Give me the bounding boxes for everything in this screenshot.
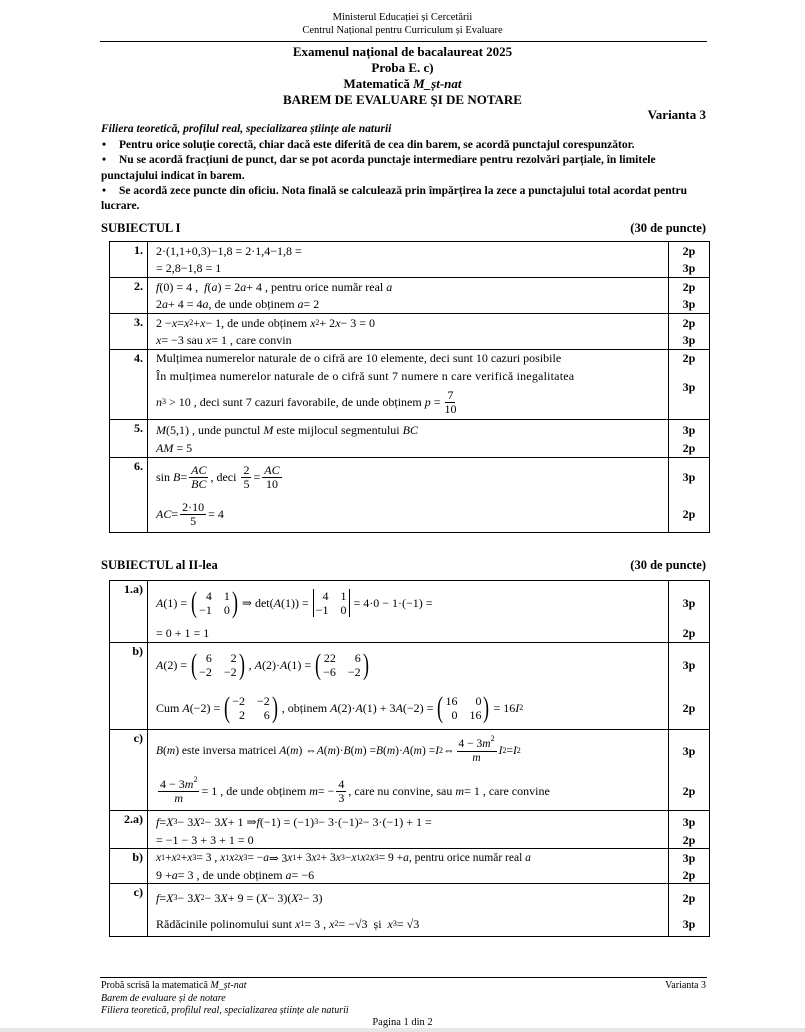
points-cell: 3p 2p <box>669 730 710 811</box>
footer-rule <box>100 977 707 978</box>
section2-title: SUBIECTUL al II-lea <box>101 558 218 572</box>
item-number: 2.a) <box>110 811 148 849</box>
table-row <box>110 420 710 458</box>
ministry-name: Ministerul Educației și Cercetării <box>332 12 473 23</box>
subject-prefix: Matematică <box>343 76 414 91</box>
points-cell: 2p 3p <box>669 884 710 937</box>
item-number: 4. <box>110 350 148 420</box>
instructions-list <box>101 138 707 214</box>
points-cell: 3p 2p <box>669 420 710 458</box>
doc-title: BAREM DE EVALUARE ȘI DE NOTARE <box>283 92 522 107</box>
center-name: Centrul Național pentru Curriculum și Evaluare <box>302 25 503 36</box>
solution-cell: B ( m ) este inversa matricei A ( m ) ⇔ A ( m )· B ( m ) = B ( m )· A ( m ) = I 2 ⇔ $\frac{4 - 3m^2}{m}$ I 2 = I 2 $\frac{4 - 3m^2}{m}$ = 1 , de unde obținem m = − $\frac{4}{3}$ , care nu convine, sau m = 1 , care convine <box>148 730 669 811</box>
points-cell: 2p 3p <box>669 350 710 420</box>
item-number: 1.a) <box>110 581 148 643</box>
instruction-item: • Nu se acordă fracțiuni de punct, dar se pot acorda punctaje intermediare pentru rezolvări parțiale, în limitele punctajului indicat în barem. <box>101 154 656 182</box>
subject-profile: M_șt-nat <box>413 76 462 91</box>
header-rule <box>100 41 707 42</box>
table-row <box>110 811 710 849</box>
section1-title: SUBIECTUL I <box>101 221 181 235</box>
item-number: c) <box>110 730 148 811</box>
item-number: 3. <box>110 314 148 350</box>
solution-cell: x 1 + x 2 + x 3 = 3 , x 1 x 2 x 3 = − a ⇒ 3 x 1 + 3 x 2 + 3 x 3 − x 1 x 2 x 3 = 9 + a , pentru orice număr real a 9 + a = 3 , de unde obținem a = −6 <box>148 849 669 884</box>
table-row <box>110 581 710 643</box>
footer-line3: Filiera teoretică, profilul real, specializarea științe ale naturii <box>101 1005 349 1016</box>
viewer-bottom-edge <box>0 1028 805 1032</box>
solution-cell: 2 − x = x 2 + x − 1, de unde obținem x 2 + 2 x − 3 = 0 x = −3 sau x = 1 , care convin <box>148 314 669 350</box>
table-row <box>110 458 710 533</box>
table-row <box>110 314 710 350</box>
solution-cell: Mulțimea numerelor naturale de o cifră are 10 elemente, deci sunt 10 cazuri posibile În mulțimea numerelor naturale de o cifră sunt 7 numere n care verifică inegalitatea n 3 > 10 , deci sunt 7 cazuri favorabile, de unde obținem p = $\frac{7}{10}$ <box>148 350 669 420</box>
table-row <box>110 849 710 884</box>
footer-line2: Barem de evaluare și de notare <box>101 993 226 1004</box>
solution-cell: A (1) = ( 4 1 −1 0 ) ⇒ det( A (1)) = 4 1 −1 0 = 4·0 − 1·(−1) = = 0 + 1 = 1 <box>148 581 669 643</box>
points-cell: 3p 2p <box>669 811 710 849</box>
solution-cell: 2·(1,1+0,3)−1,8 = 2·1,4−1,8 = = 2,8−1,8 = 1 <box>148 242 669 278</box>
section2-points: (30 de puncte) <box>630 558 706 572</box>
points-cell: 3p 2p <box>669 458 710 533</box>
points-cell: 2p 3p <box>669 278 710 314</box>
solution-cell: sin B = $\frac{AC}{BC}$ , deci $\frac{2}{5}$ = $\frac{AC}{10}$ AC = $\frac{2\cdot 10}{5}$ = 4 <box>148 458 669 533</box>
table-row <box>110 730 710 811</box>
item-number: 5. <box>110 420 148 458</box>
subject-title <box>0 76 805 91</box>
item-number: b) <box>110 643 148 730</box>
solution-cell: A (2) = ( 6 2 −2 −2 ) , A (2)· A (1) = ( 22 6 −6 −2 ) Cum A (−2) = ( −2 −2 2 6 ) , obținem A (2)· A (1) + 3 A (−2) = ( 16 0 0 16 ) = 16 I 2 <box>148 643 669 730</box>
proba-title: Proba E. c) <box>371 60 434 75</box>
section1-points: (30 de puncte) <box>630 221 706 235</box>
item-number: 6. <box>110 458 148 533</box>
footer-line1: Probă scrisă la matematică M_șt-nat <box>101 980 247 991</box>
table-row <box>110 884 710 937</box>
filiera-text: Filiera teoretică, profilul real, specializarea științe ale naturii <box>101 123 392 135</box>
table-row <box>110 643 710 730</box>
item-number: b) <box>110 849 148 884</box>
page-number: Pagina 1 din 2 <box>372 1017 433 1028</box>
table-row <box>110 350 710 420</box>
item-number: c) <box>110 884 148 937</box>
table-row <box>110 242 710 278</box>
points-cell: 3p 2p <box>669 849 710 884</box>
points-cell: 3p 2p <box>669 643 710 730</box>
solution-cell: f = X 3 − 3 X 2 − 3 X + 1 ⇒ f (−1) = (−1) 3 − 3·(−1) 2 − 3·(−1) + 1 = = −1 − 3 + 3 + 1 = 0 <box>148 811 669 849</box>
variant-label: Varianta 3 <box>647 107 706 122</box>
section2-table <box>109 580 710 937</box>
item-number: 2. <box>110 278 148 314</box>
exam-title: Examenul național de bacalaureat 2025 <box>292 44 513 59</box>
solution-cell: f (0) = 4 , f ( a ) = 2 a + 4 , pentru orice număr real a 2 a + 4 = 4 a , de unde obținem a = 2 <box>148 278 669 314</box>
instruction-item: • Pentru orice soluție corectă, chiar dacă este diferită de cea din barem, se acordă punctajul corespunzător. <box>102 139 635 151</box>
points-cell: 2p 3p <box>669 314 710 350</box>
item-number: 1. <box>110 242 148 278</box>
table-row <box>110 278 710 314</box>
points-cell: 3p 2p <box>669 581 710 643</box>
footer-variant: Varianta 3 <box>665 980 706 991</box>
instruction-item: • Se acordă zece puncte din oficiu. Nota finală se calculează prin împărțirea la zece a punctajului total acordat pentru lucrare. <box>101 184 688 213</box>
solution-cell: M (5,1) , unde punctul M este mijlocul segmentului BC AM = 5 <box>148 420 669 458</box>
solution-cell: f = X 3 − 3 X 2 − 3 X + 9 = ( X − 3)( X 2 − 3) Rădăcinile polinomului sunt x 1 = 3 , x 2 = −√3 și x 3 = √3 <box>148 884 669 937</box>
section1-table <box>109 241 710 533</box>
points-cell: 2p 3p <box>669 242 710 278</box>
